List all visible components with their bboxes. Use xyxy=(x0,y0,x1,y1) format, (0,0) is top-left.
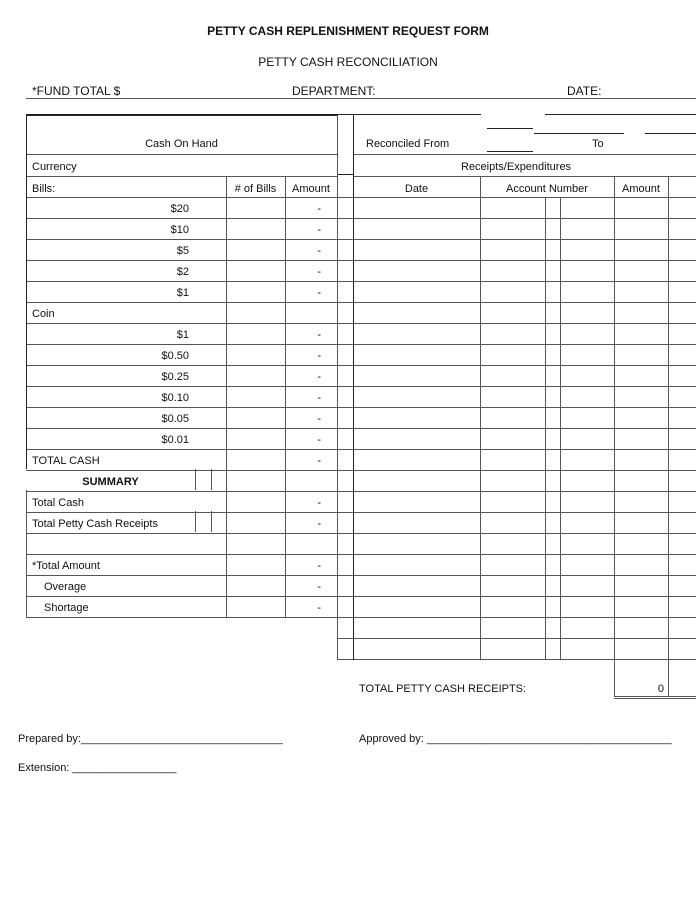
col-account-number: Account Number xyxy=(506,183,588,195)
row-divider xyxy=(337,512,696,513)
row-divider xyxy=(26,533,337,534)
left-table-border xyxy=(26,115,27,469)
summary-label: *Total Amount xyxy=(32,560,100,572)
row-divider xyxy=(26,260,337,261)
col-amount: Amount xyxy=(292,183,330,195)
row-divider xyxy=(337,491,696,492)
col-date: Date xyxy=(404,183,429,195)
row-divider xyxy=(337,239,696,240)
row-divider xyxy=(26,407,337,408)
extension-field[interactable]: Extension: _________________ xyxy=(18,762,177,774)
summary-box-line xyxy=(195,511,196,532)
summary-value: - xyxy=(317,497,321,509)
amount-value: - xyxy=(317,266,321,278)
to-date-line[interactable] xyxy=(534,133,624,134)
row-divider xyxy=(26,575,337,576)
right-table-border xyxy=(353,115,354,660)
summary-title: SUMMARY xyxy=(82,476,139,488)
row-divider xyxy=(337,344,696,345)
summary-label: Overage xyxy=(44,581,87,593)
form-title: PETTY CASH REPLENISHMENT REQUEST FORM xyxy=(207,24,489,38)
row-divider xyxy=(26,470,337,471)
summary-label: Shortage xyxy=(44,602,89,614)
row-divider xyxy=(26,491,337,492)
row-divider xyxy=(337,407,696,408)
col-line xyxy=(545,197,546,660)
row-divider xyxy=(337,638,696,639)
total-receipts-value: 0 xyxy=(657,683,664,695)
row-divider xyxy=(337,365,696,366)
row-divider xyxy=(337,596,696,597)
row-divider xyxy=(26,323,337,324)
summary-label: Total Petty Cash Receipts xyxy=(32,518,158,530)
col-line xyxy=(480,176,481,660)
row-divider xyxy=(337,659,696,660)
row-divider xyxy=(26,239,337,240)
from-date-line[interactable] xyxy=(487,128,533,129)
row-divider xyxy=(26,365,337,366)
row-divider xyxy=(337,428,696,429)
department-label: DEPARTMENT: xyxy=(292,84,376,98)
row-divider xyxy=(337,575,696,576)
row-divider xyxy=(26,512,337,513)
amount-value: - xyxy=(317,371,321,383)
col-line xyxy=(226,176,227,617)
divider xyxy=(353,154,696,155)
row-divider xyxy=(26,596,337,597)
col-line xyxy=(668,176,669,696)
amount-value: - xyxy=(317,392,321,404)
row-divider xyxy=(337,197,696,198)
row-divider xyxy=(26,344,337,345)
total-receipts-label: TOTAL PETTY CASH RECEIPTS: xyxy=(359,683,527,695)
left-table-border xyxy=(337,115,338,660)
amount-value: - xyxy=(317,329,321,341)
amount-value: - xyxy=(317,287,321,299)
summary-box-line xyxy=(211,469,212,490)
divider xyxy=(337,174,353,175)
summary-value: - xyxy=(317,560,321,572)
divider xyxy=(353,176,696,177)
left-table-top xyxy=(26,115,337,116)
row-divider xyxy=(337,470,696,471)
row-divider xyxy=(26,386,337,387)
total-cash-label: TOTAL CASH xyxy=(32,455,100,467)
amount-value: - xyxy=(317,224,321,236)
amount-value: - xyxy=(317,203,321,215)
amount-value: - xyxy=(317,245,321,257)
denomination-label: $1 xyxy=(176,329,189,341)
col-line xyxy=(285,176,286,617)
bills-label: Bills: xyxy=(32,183,56,195)
denomination-label: $0.01 xyxy=(161,434,189,446)
from-date-underline[interactable] xyxy=(487,151,533,152)
row-divider xyxy=(337,323,696,324)
total-underline xyxy=(614,696,696,699)
row-divider xyxy=(26,302,337,303)
header-underline xyxy=(26,98,696,99)
denomination-label: $20 xyxy=(170,203,189,215)
row-divider xyxy=(337,260,696,261)
divider xyxy=(26,176,337,177)
col-line xyxy=(614,176,615,696)
denomination-label: $2 xyxy=(176,266,189,278)
amount-value: - xyxy=(317,413,321,425)
amount-value: - xyxy=(317,434,321,446)
divider xyxy=(26,154,337,155)
row-divider xyxy=(337,302,696,303)
row-divider xyxy=(26,617,337,618)
col-receipt-amount: Amount xyxy=(622,183,660,195)
row-divider xyxy=(26,197,337,198)
row-divider xyxy=(26,218,337,219)
form-subtitle: PETTY CASH RECONCILIATION xyxy=(258,55,438,69)
coin-label: Coin xyxy=(32,308,55,320)
summary-value: - xyxy=(317,602,321,614)
currency-label: Currency xyxy=(32,161,77,173)
summary-box-line xyxy=(211,511,212,532)
approved-by-field[interactable]: Approved by: ________________________________________ xyxy=(359,733,672,745)
row-divider xyxy=(26,428,337,429)
amount-value: - xyxy=(317,350,321,362)
prepared-by-field[interactable]: Prepared by:_________________________________ xyxy=(18,733,283,745)
denomination-label: $5 xyxy=(176,245,189,257)
cash-on-hand-title: Cash On Hand xyxy=(145,138,218,150)
row-divider xyxy=(337,218,696,219)
row-divider xyxy=(337,554,696,555)
summary-box-line xyxy=(195,469,196,490)
fund-total-label: *FUND TOTAL $ xyxy=(32,84,121,98)
summary-value: - xyxy=(317,518,321,530)
date-label: DATE: xyxy=(567,84,602,98)
row-divider xyxy=(26,449,337,450)
denomination-label: $0.10 xyxy=(161,392,189,404)
to-label: To xyxy=(592,138,604,150)
summary-value: - xyxy=(317,581,321,593)
row-divider xyxy=(26,554,337,555)
receipts-title: Receipts/Expenditures xyxy=(461,161,572,173)
col-num-bills: # of Bills xyxy=(234,183,277,195)
row-divider xyxy=(337,533,696,534)
row-divider xyxy=(337,281,696,282)
row-divider xyxy=(26,281,337,282)
reconciled-from-label: Reconciled From xyxy=(366,138,450,150)
row-divider xyxy=(337,386,696,387)
left-table-border xyxy=(26,490,27,617)
col-line xyxy=(560,197,561,660)
denomination-label: $10 xyxy=(170,224,189,236)
denomination-label: $0.50 xyxy=(161,350,189,362)
denomination-label: $0.05 xyxy=(161,413,189,425)
total-cash-value: - xyxy=(317,455,321,467)
denomination-label: $1 xyxy=(176,287,189,299)
row-divider xyxy=(337,449,696,450)
row-divider xyxy=(337,617,696,618)
to-date-line-2[interactable] xyxy=(645,133,696,134)
denomination-label: $0.25 xyxy=(161,371,189,383)
summary-label: Total Cash xyxy=(32,497,84,509)
divider xyxy=(545,114,696,115)
